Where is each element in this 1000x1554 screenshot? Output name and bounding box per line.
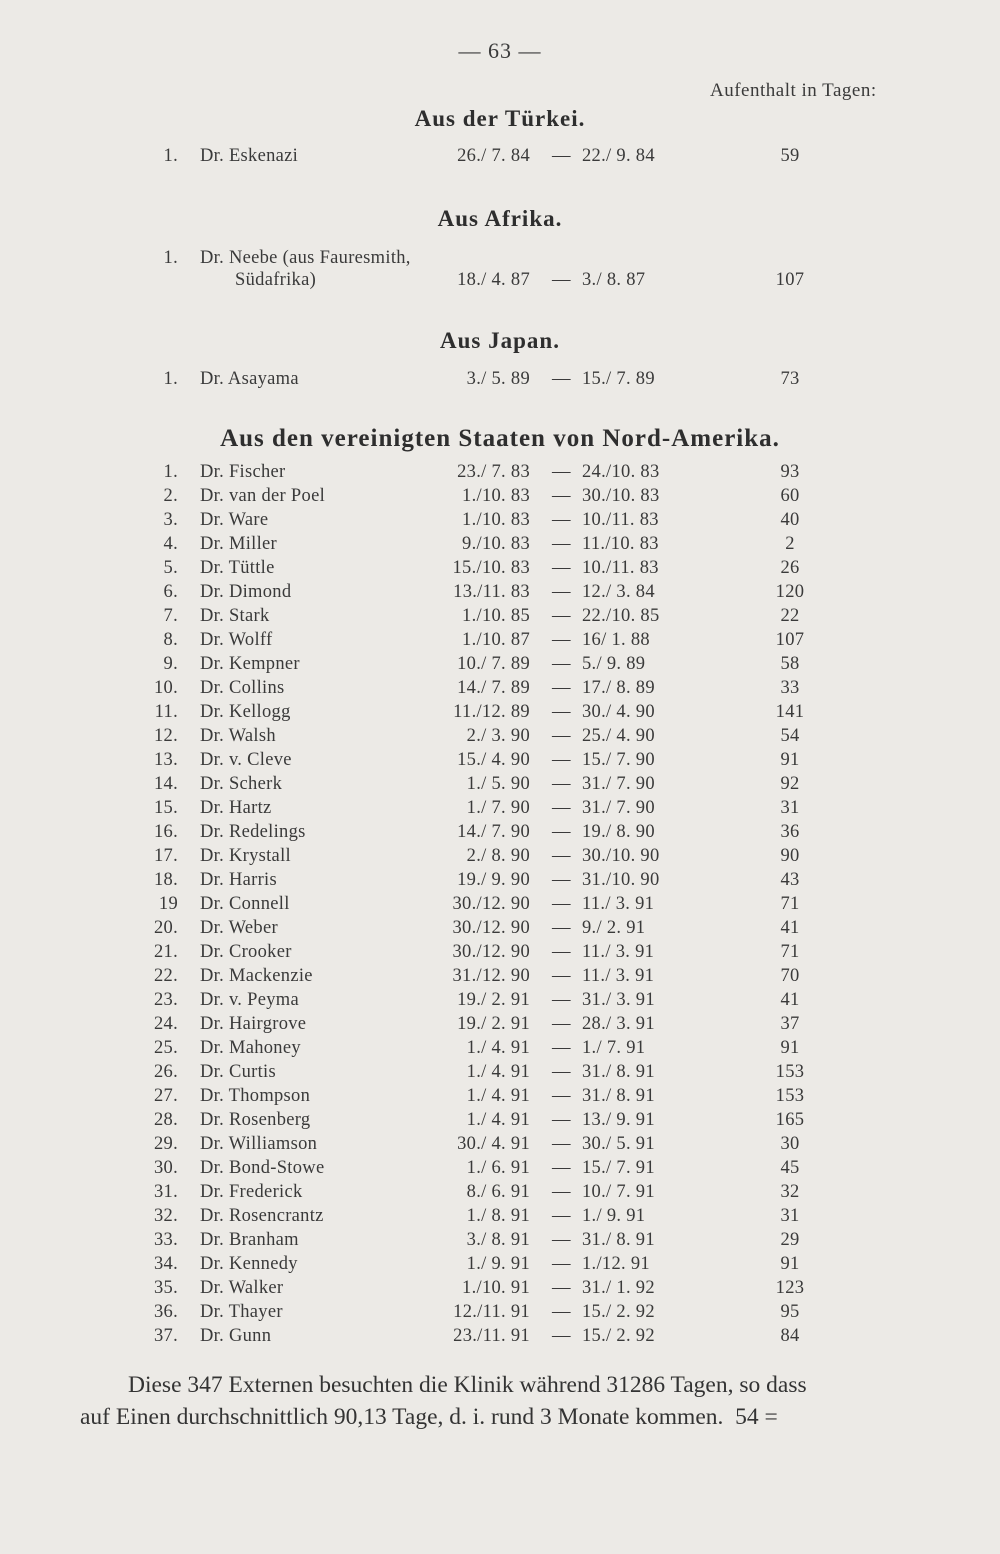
- arrival-date: 30./12. 90: [452, 942, 530, 962]
- table-row: [0, 774, 1000, 798]
- departure-date: 16/ 1. 88: [582, 630, 650, 650]
- person-name: Dr. Hairgrove: [200, 1014, 307, 1034]
- departure-date: 1./ 9. 91: [582, 1206, 646, 1226]
- date-separator: —: [552, 1278, 571, 1298]
- stay-days: 153: [775, 1086, 805, 1106]
- person-name: Dr. Wolff: [200, 630, 273, 650]
- stay-days: 165: [775, 1110, 805, 1130]
- departure-date: 3./ 8. 87: [582, 270, 646, 290]
- row-number: 24.: [153, 1014, 178, 1034]
- row-number: 8.: [163, 630, 178, 650]
- row-number: 13.: [153, 750, 178, 770]
- table-row: [0, 822, 1000, 846]
- date-separator: —: [552, 774, 571, 794]
- row-number: 20.: [153, 918, 178, 938]
- row-number: 12.: [153, 726, 178, 746]
- person-name-continuation: Südafrika): [235, 270, 317, 290]
- departure-date: 19./ 8. 90: [582, 822, 655, 842]
- person-name: Dr. v. Peyma: [200, 990, 299, 1010]
- arrival-date: 1./10. 87: [462, 630, 530, 650]
- row-number: 36.: [153, 1302, 178, 1322]
- table-row: [0, 1230, 1000, 1254]
- arrival-date: 30./ 4. 91: [457, 1134, 530, 1154]
- stay-days: 107: [775, 630, 805, 650]
- table-row: [0, 630, 1000, 654]
- arrival-date: 1./ 6. 91: [466, 1158, 530, 1178]
- stay-days: 120: [775, 582, 805, 602]
- stay-days: 73: [780, 369, 800, 389]
- person-name: Dr. Weber: [200, 918, 278, 938]
- person-name: Dr. Stark: [200, 606, 270, 626]
- arrival-date: 10./ 7. 89: [457, 654, 530, 674]
- date-separator: —: [552, 1302, 571, 1322]
- person-name: Dr. Ware: [200, 510, 269, 530]
- person-name: Dr. Eskenazi: [200, 146, 299, 166]
- arrival-date: 11./12. 89: [453, 702, 530, 722]
- stay-days: 37: [780, 1014, 800, 1034]
- row-number: 17.: [153, 846, 178, 866]
- arrival-date: 31./12. 90: [452, 966, 530, 986]
- table-row: [0, 1038, 1000, 1062]
- departure-date: 11./ 3. 91: [582, 966, 655, 986]
- column-header-days: Aufenthalt in Tagen:: [710, 80, 877, 101]
- departure-date: 30./10. 83: [582, 486, 660, 506]
- stay-days: 29: [780, 1230, 800, 1250]
- stay-days: 153: [775, 1062, 805, 1082]
- row-number: 6.: [163, 582, 178, 602]
- arrival-date: 26./ 7. 84: [457, 146, 530, 166]
- stay-days: 41: [780, 918, 800, 938]
- section-title-afrika: Aus Afrika.: [437, 206, 563, 231]
- stay-days: 58: [780, 654, 800, 674]
- date-separator: —: [552, 990, 571, 1010]
- person-name: Dr. Scherk: [200, 774, 283, 794]
- departure-date: 28./ 3. 91: [582, 1014, 655, 1034]
- departure-date: 11./ 3. 91: [582, 894, 655, 914]
- stay-days: 71: [780, 894, 800, 914]
- stay-days: 123: [775, 1278, 805, 1298]
- date-separator: —: [552, 702, 571, 722]
- departure-date: 31./ 3. 91: [582, 990, 655, 1010]
- table-row: [0, 966, 1000, 990]
- row-number: 34.: [153, 1254, 178, 1274]
- person-name: Dr. Kennedy: [200, 1254, 298, 1274]
- row-number: 1.: [163, 462, 178, 482]
- departure-date: 15./ 7. 89: [582, 369, 655, 389]
- person-name: Dr. Fischer: [200, 462, 286, 482]
- arrival-date: 1./ 4. 91: [466, 1038, 530, 1058]
- departure-date: 1./ 7. 91: [582, 1038, 646, 1058]
- stay-days: 141: [775, 702, 805, 722]
- date-separator: —: [552, 1038, 571, 1058]
- person-name: Dr. Redelings: [200, 822, 306, 842]
- table-row: [0, 1182, 1000, 1206]
- departure-date: 12./ 3. 84: [582, 582, 655, 602]
- stay-days: 59: [780, 146, 800, 166]
- table-row: [0, 248, 1000, 272]
- date-separator: —: [552, 462, 571, 482]
- person-name: Dr. Hartz: [200, 798, 272, 818]
- departure-date: 11./10. 83: [582, 534, 659, 554]
- stay-days: 22: [780, 606, 800, 626]
- departure-date: 15./ 7. 91: [582, 1158, 655, 1178]
- row-number: 28.: [153, 1110, 178, 1130]
- stay-days: 30: [780, 1134, 800, 1154]
- arrival-date: 30./12. 90: [452, 894, 530, 914]
- date-separator: —: [552, 1182, 571, 1202]
- row-number: 7.: [163, 606, 178, 626]
- row-number: 37.: [153, 1326, 178, 1346]
- table-row: [0, 1086, 1000, 1110]
- arrival-date: 1./ 4. 91: [466, 1086, 530, 1106]
- date-separator: —: [552, 1326, 571, 1346]
- table-row: [0, 918, 1000, 942]
- table-row: [0, 726, 1000, 750]
- stay-days: 70: [780, 966, 800, 986]
- date-separator: —: [552, 558, 571, 578]
- table-row: [0, 582, 1000, 606]
- date-separator: —: [552, 534, 571, 554]
- arrival-date: 1./10. 83: [462, 510, 530, 530]
- departure-date: 24./10. 83: [582, 462, 660, 482]
- table-row: [0, 486, 1000, 510]
- date-separator: —: [552, 1062, 571, 1082]
- departure-date: 1./12. 91: [582, 1254, 650, 1274]
- arrival-date: 3./ 8. 91: [466, 1230, 530, 1250]
- arrival-date: 8./ 6. 91: [466, 1182, 530, 1202]
- departure-date: 30./10. 90: [582, 846, 660, 866]
- table-row: [0, 894, 1000, 918]
- stay-days: 95: [780, 1302, 800, 1322]
- date-separator: —: [552, 822, 571, 842]
- person-name: Dr. Harris: [200, 870, 277, 890]
- stay-days: 91: [780, 1254, 800, 1274]
- stay-days: 90: [780, 846, 800, 866]
- row-number: 1.: [163, 146, 178, 166]
- person-name: Dr. Krystall: [200, 846, 291, 866]
- arrival-date: 1./ 9. 91: [466, 1254, 530, 1274]
- table-row-continuation: [0, 270, 1000, 294]
- date-separator: —: [552, 486, 571, 506]
- row-number: 1.: [163, 248, 178, 268]
- date-separator: —: [552, 146, 571, 166]
- stay-days: 32: [780, 1182, 800, 1202]
- person-name: Dr. Rosenberg: [200, 1110, 311, 1130]
- arrival-date: 1./10. 83: [462, 486, 530, 506]
- date-separator: —: [552, 369, 571, 389]
- stay-days: 54: [780, 726, 800, 746]
- row-number: 23.: [153, 990, 178, 1010]
- stay-days: 33: [780, 678, 800, 698]
- person-name: Dr. v. Cleve: [200, 750, 292, 770]
- date-separator: —: [552, 942, 571, 962]
- departure-date: 30./ 4. 90: [582, 702, 655, 722]
- date-separator: —: [552, 582, 571, 602]
- arrival-date: 23./ 7. 83: [457, 462, 530, 482]
- table-row: [0, 1206, 1000, 1230]
- person-name: Dr. Neebe (aus Fauresmith,: [200, 248, 411, 268]
- date-separator: —: [552, 510, 571, 530]
- arrival-date: 15./ 4. 90: [457, 750, 530, 770]
- person-name: Dr. Walsh: [200, 726, 276, 746]
- row-number: 19: [158, 894, 178, 914]
- table-row: [0, 1302, 1000, 1326]
- departure-date: 9./ 2. 91: [582, 918, 646, 938]
- stay-days: 84: [780, 1326, 800, 1346]
- date-separator: —: [552, 1134, 571, 1154]
- row-number: 5.: [163, 558, 178, 578]
- row-number: 1.: [163, 369, 178, 389]
- stay-days: 91: [780, 1038, 800, 1058]
- row-number: 15.: [153, 798, 178, 818]
- table-row: [0, 462, 1000, 486]
- person-name: Dr. Dimond: [200, 582, 292, 602]
- table-row: [0, 558, 1000, 582]
- departure-date: 10./11. 83: [582, 510, 659, 530]
- section-title-tuerkei: Aus der Türkei.: [414, 106, 586, 131]
- arrival-date: 19./ 2. 91: [457, 990, 530, 1010]
- date-separator: —: [552, 750, 571, 770]
- row-number: 9.: [163, 654, 178, 674]
- date-separator: —: [552, 654, 571, 674]
- date-separator: —: [552, 1206, 571, 1226]
- person-name: Dr. Kellogg: [200, 702, 291, 722]
- person-name: Dr. Thompson: [200, 1086, 311, 1106]
- departure-date: 15./ 2. 92: [582, 1326, 655, 1346]
- departure-date: 11./ 3. 91: [582, 942, 655, 962]
- date-separator: —: [552, 846, 571, 866]
- row-number: 21.: [153, 942, 178, 962]
- stay-days: 45: [780, 1158, 800, 1178]
- table-row: [0, 678, 1000, 702]
- section-title-amerika: Aus den vereinigten Staaten von Nord-Amerika.: [220, 425, 780, 452]
- person-name: Dr. Miller: [200, 534, 277, 554]
- date-separator: —: [552, 678, 571, 698]
- date-separator: —: [552, 918, 571, 938]
- row-number: 30.: [153, 1158, 178, 1178]
- table-row: [0, 1158, 1000, 1182]
- row-number: 29.: [153, 1134, 178, 1154]
- table-row: [0, 870, 1000, 894]
- table-row: [0, 1134, 1000, 1158]
- person-name: Dr. Bond-Stowe: [200, 1158, 325, 1178]
- departure-date: 13./ 9. 91: [582, 1110, 655, 1130]
- date-separator: —: [552, 1086, 571, 1106]
- arrival-date: 15./10. 83: [452, 558, 530, 578]
- person-name: Dr. Crooker: [200, 942, 292, 962]
- table-row: [0, 1110, 1000, 1134]
- table-row: [0, 510, 1000, 534]
- row-number: 22.: [153, 966, 178, 986]
- stay-days: 43: [780, 870, 800, 890]
- table-row: [0, 702, 1000, 726]
- row-number: 32.: [153, 1206, 178, 1226]
- table-row: [0, 654, 1000, 678]
- section-title-japan: Aus Japan.: [440, 328, 560, 353]
- date-separator: —: [552, 270, 571, 290]
- arrival-date: 14./ 7. 90: [457, 822, 530, 842]
- arrival-date: 1./ 7. 90: [466, 798, 530, 818]
- departure-date: 31./ 7. 90: [582, 798, 655, 818]
- person-name: Dr. Gunn: [200, 1326, 272, 1346]
- stay-days: 41: [780, 990, 800, 1010]
- person-name: Dr. Tüttle: [200, 558, 275, 578]
- table-row: [0, 534, 1000, 558]
- stay-days: 71: [780, 942, 800, 962]
- date-separator: —: [552, 1254, 571, 1274]
- stay-days: 107: [775, 270, 805, 290]
- departure-date: 22./ 9. 84: [582, 146, 655, 166]
- row-number: 18.: [153, 870, 178, 890]
- date-separator: —: [552, 1230, 571, 1250]
- departure-date: 31./10. 90: [582, 870, 660, 890]
- stay-days: 60: [780, 486, 800, 506]
- arrival-date: 1./ 5. 90: [466, 774, 530, 794]
- departure-date: 31./ 7. 90: [582, 774, 655, 794]
- stay-days: 92: [780, 774, 800, 794]
- date-separator: —: [552, 1110, 571, 1130]
- date-separator: —: [552, 606, 571, 626]
- table-row: [0, 1062, 1000, 1086]
- table-row: [0, 606, 1000, 630]
- person-name: Dr. Williamson: [200, 1134, 318, 1154]
- row-number: 2.: [163, 486, 178, 506]
- date-separator: —: [552, 1158, 571, 1178]
- person-name: Dr. Branham: [200, 1230, 299, 1250]
- person-name: Dr. Mackenzie: [200, 966, 313, 986]
- table-row: [0, 369, 1000, 393]
- arrival-date: 9./10. 83: [462, 534, 530, 554]
- arrival-date: 1./ 4. 91: [466, 1110, 530, 1130]
- arrival-date: 12./11. 91: [453, 1302, 530, 1322]
- stay-days: 91: [780, 750, 800, 770]
- person-name: Dr. Rosencrantz: [200, 1206, 324, 1226]
- arrival-date: 1./ 4. 91: [466, 1062, 530, 1082]
- arrival-date: 13./11. 83: [453, 582, 530, 602]
- row-number: 33.: [153, 1230, 178, 1250]
- person-name: Dr. Frederick: [200, 1182, 303, 1202]
- departure-date: 10./ 7. 91: [582, 1182, 655, 1202]
- arrival-date: 2./ 3. 90: [466, 726, 530, 746]
- table-row: [0, 990, 1000, 1014]
- footer-line-1: Diese 347 Externen besuchten die Klinik während 31286 Tagen, so dass: [128, 1372, 807, 1398]
- table-row: [0, 846, 1000, 870]
- arrival-date: 19./ 2. 91: [457, 1014, 530, 1034]
- table-row: [0, 1326, 1000, 1350]
- date-separator: —: [552, 894, 571, 914]
- table-row: [0, 750, 1000, 774]
- departure-date: 31./ 8. 91: [582, 1230, 655, 1250]
- departure-date: 5./ 9. 89: [582, 654, 646, 674]
- person-name: Dr. Collins: [200, 678, 285, 698]
- arrival-date: 18./ 4. 87: [457, 270, 530, 290]
- date-separator: —: [552, 1014, 571, 1034]
- table-row: [0, 798, 1000, 822]
- footer-line-2: auf Einen durchschnittlich 90,13 Tage, d. i. rund 3 Monate kommen. 54 =: [80, 1404, 778, 1430]
- row-number: 16.: [153, 822, 178, 842]
- stay-days: 93: [780, 462, 800, 482]
- departure-date: 31./ 1. 92: [582, 1278, 655, 1298]
- departure-date: 22./10. 85: [582, 606, 660, 626]
- row-number: 35.: [153, 1278, 178, 1298]
- person-name: Dr. Thayer: [200, 1302, 283, 1322]
- person-name: Dr. Connell: [200, 894, 290, 914]
- departure-date: 31./ 8. 91: [582, 1086, 655, 1106]
- person-name: Dr. Curtis: [200, 1062, 276, 1082]
- arrival-date: 1./10. 91: [462, 1278, 530, 1298]
- departure-date: 15./ 2. 92: [582, 1302, 655, 1322]
- person-name: Dr. Asayama: [200, 369, 299, 389]
- arrival-date: 19./ 9. 90: [457, 870, 530, 890]
- stay-days: 40: [780, 510, 800, 530]
- arrival-date: 1./10. 85: [462, 606, 530, 626]
- departure-date: 31./ 8. 91: [582, 1062, 655, 1082]
- table-row: [0, 1014, 1000, 1038]
- arrival-date: 3./ 5. 89: [466, 369, 530, 389]
- row-number: 25.: [153, 1038, 178, 1058]
- row-number: 14.: [153, 774, 178, 794]
- departure-date: 30./ 5. 91: [582, 1134, 655, 1154]
- stay-days: 36: [780, 822, 800, 842]
- table-row: [0, 1254, 1000, 1278]
- arrival-date: 2./ 8. 90: [466, 846, 530, 866]
- person-name: Dr. Mahoney: [200, 1038, 301, 1058]
- table-row: [0, 146, 1000, 170]
- date-separator: —: [552, 870, 571, 890]
- date-separator: —: [552, 726, 571, 746]
- row-number: 4.: [163, 534, 178, 554]
- arrival-date: 1./ 8. 91: [466, 1206, 530, 1226]
- stay-days: 2: [785, 534, 795, 554]
- page-number: — 63 —: [458, 38, 542, 63]
- stay-days: 26: [780, 558, 800, 578]
- row-number: 10.: [153, 678, 178, 698]
- departure-date: 25./ 4. 90: [582, 726, 655, 746]
- row-number: 11.: [154, 702, 178, 722]
- departure-date: 10./11. 83: [582, 558, 659, 578]
- arrival-date: 23./11. 91: [453, 1326, 530, 1346]
- arrival-date: 14./ 7. 89: [457, 678, 530, 698]
- stay-days: 31: [780, 1206, 800, 1226]
- person-name: Dr. Kempner: [200, 654, 300, 674]
- date-separator: —: [552, 798, 571, 818]
- row-number: 26.: [153, 1062, 178, 1082]
- row-number: 3.: [163, 510, 178, 530]
- date-separator: —: [552, 966, 571, 986]
- person-name: Dr. van der Poel: [200, 486, 326, 506]
- arrival-date: 30./12. 90: [452, 918, 530, 938]
- stay-days: 31: [780, 798, 800, 818]
- date-separator: —: [552, 630, 571, 650]
- table-row: [0, 942, 1000, 966]
- row-number: 27.: [153, 1086, 178, 1106]
- departure-date: 17./ 8. 89: [582, 678, 655, 698]
- table-row: [0, 1278, 1000, 1302]
- departure-date: 15./ 7. 90: [582, 750, 655, 770]
- person-name: Dr. Walker: [200, 1278, 284, 1298]
- row-number: 31.: [153, 1182, 178, 1202]
